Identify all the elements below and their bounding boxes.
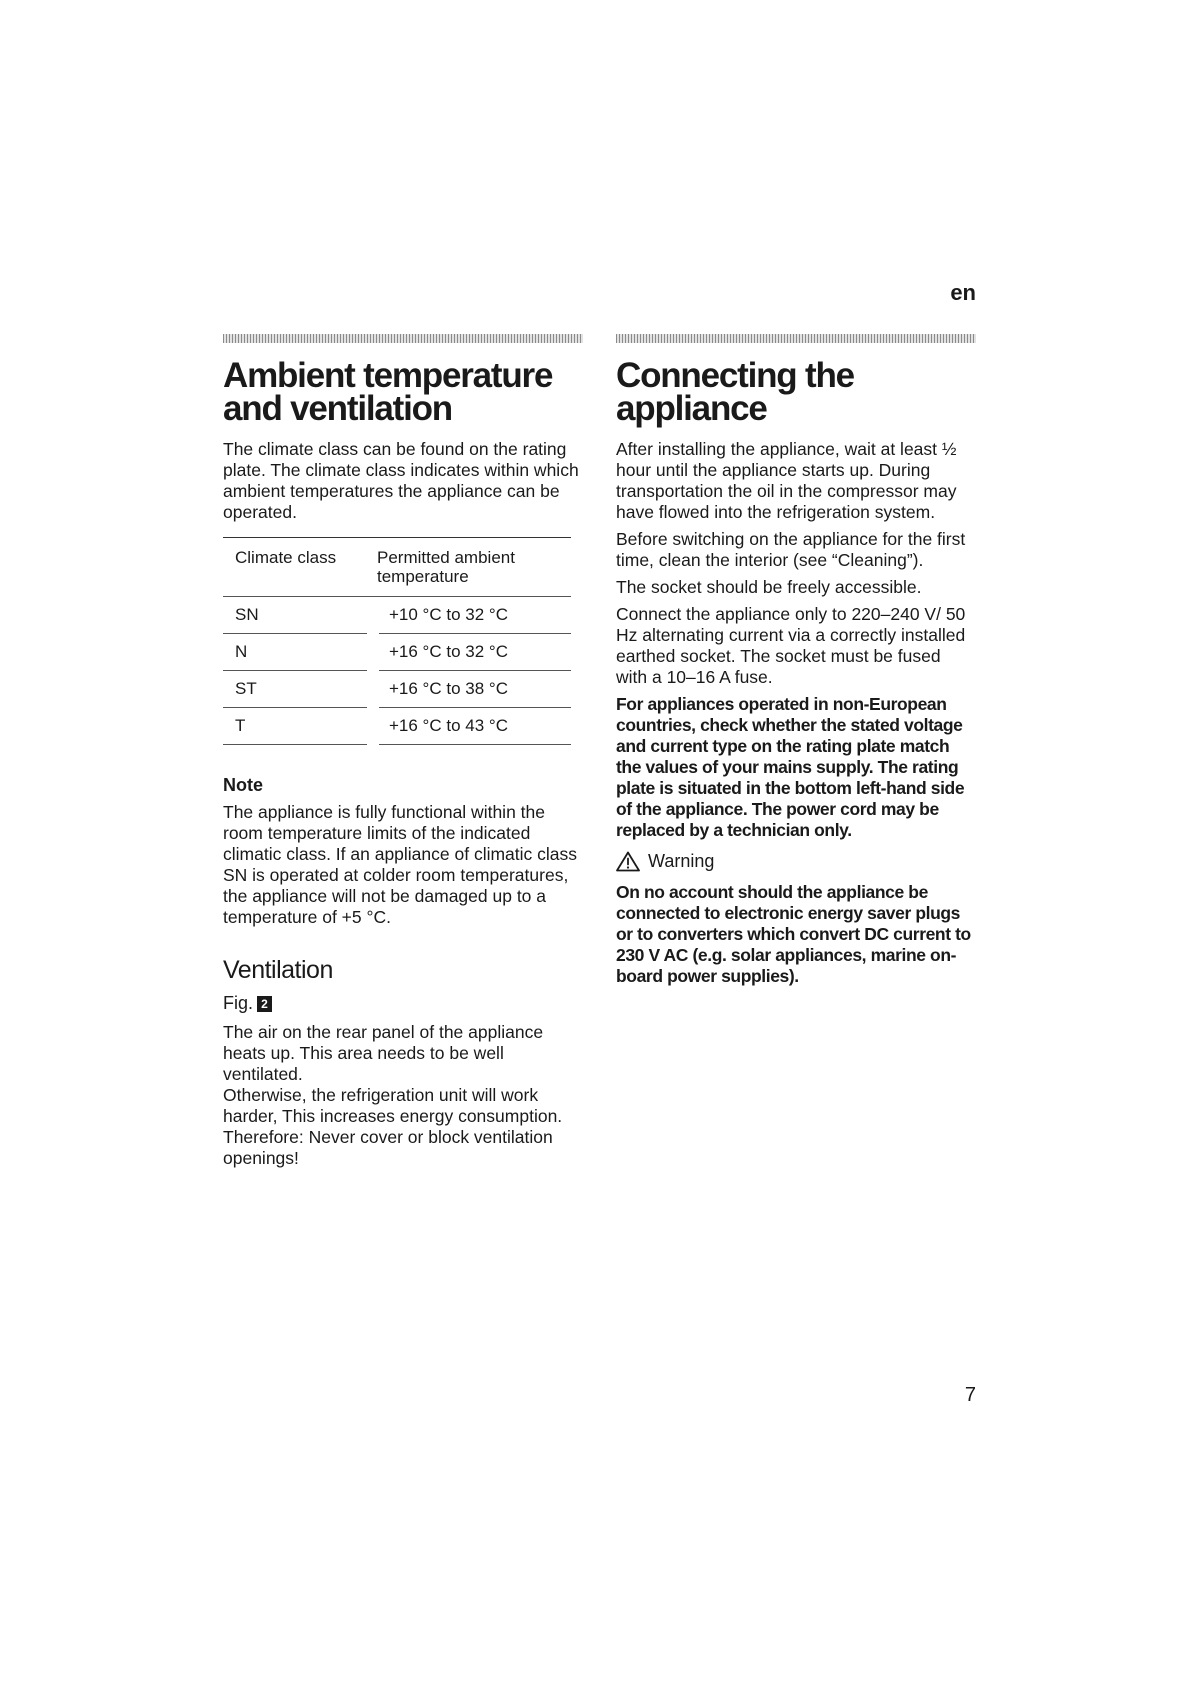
connect-para-5: For appliances operated in non-European countries, check whether the stated voltage and current type on the rating plate match the values of your mains supply. The rating plate is situated in the bottom left-hand side of the appliance. The power cord may be replaced by a technician only. bbox=[616, 694, 965, 840]
figure-label: Fig. bbox=[223, 993, 254, 1013]
table-cell-class: SN bbox=[223, 597, 367, 634]
ventilation-text-1: The air on the rear panel of the appliance heats up. This area needs to be well ventilated. bbox=[223, 1022, 544, 1084]
table-cell-temperature: +16 °C to 32 °C bbox=[379, 634, 571, 671]
climate-intro: The climate class can be found on the rating plate. The climate class indicates within which ambient temperatures the appliance can be operated. bbox=[223, 439, 579, 522]
table-header-climate-class: Climate class bbox=[223, 538, 367, 597]
connect-para-3: The socket should be freely accessible. bbox=[616, 577, 922, 597]
section-divider bbox=[616, 334, 976, 343]
table-row bbox=[223, 708, 571, 745]
page-title-ambient: Ambient temperature and ventilation bbox=[223, 356, 553, 428]
page-title-connecting: Connecting the appliance bbox=[616, 356, 854, 428]
warning-label: Warning bbox=[648, 851, 715, 871]
table-header-temperature: Permitted ambient temperature bbox=[367, 538, 571, 597]
warning-heading bbox=[616, 851, 976, 872]
note-text: The appliance is fully functional within the room temperature limits of the indicated climatic class. If an appliance of climatic class SN is operated at colder room temperatures, the appliance will not be damaged up to a temperature of +5 °C. bbox=[223, 802, 578, 927]
language-code: en bbox=[950, 280, 976, 305]
warning-triangle-icon bbox=[616, 851, 640, 872]
section-divider bbox=[223, 334, 583, 343]
table-row bbox=[223, 634, 571, 671]
table-cell-temperature: +10 °C to 32 °C bbox=[379, 597, 571, 634]
ventilation-heading: Ventilation bbox=[223, 956, 333, 984]
note-heading: Note bbox=[223, 775, 263, 795]
ventilation-text-2: Otherwise, the refrigeration unit will work harder, This increases energy consumption. Therefore: Never cover or block ventilation openings! bbox=[223, 1085, 563, 1168]
figure-number-badge: 2 bbox=[257, 996, 272, 1012]
table-header-row bbox=[223, 538, 571, 597]
right-column bbox=[616, 334, 976, 993]
table-row bbox=[223, 671, 571, 708]
connect-para-1: After installing the appliance, wait at least ½ hour until the appliance starts up. During transportation the oil in the compressor may have flowed into the refrigeration system. bbox=[616, 439, 957, 522]
table-cell-temperature: +16 °C to 38 °C bbox=[379, 671, 571, 708]
page-number: 7 bbox=[964, 1384, 976, 1406]
connect-para-2: Before switching on the appliance for the first time, clean the interior (see “Cleaning”). bbox=[616, 529, 966, 570]
connect-para-4: Connect the appliance only to 220–240 V/ 50 Hz alternating current via a correctly installed earthed socket. The socket must be fused with a 10–16 A fuse. bbox=[616, 604, 966, 687]
figure-reference bbox=[223, 993, 583, 1014]
warning-text: On no account should the appliance be connected to electronic energy saver plugs or to converters which convert DC current to 230 V AC (e.g. solar appliances, marine on-board power supplies). bbox=[616, 882, 971, 986]
climate-table bbox=[223, 537, 571, 745]
table-cell-class: T bbox=[223, 708, 367, 745]
table-row bbox=[223, 597, 571, 634]
table-cell-temperature: +16 °C to 43 °C bbox=[379, 708, 571, 745]
table-cell-class: N bbox=[223, 634, 367, 671]
left-column bbox=[223, 334, 583, 1175]
table-cell-class: ST bbox=[223, 671, 367, 708]
